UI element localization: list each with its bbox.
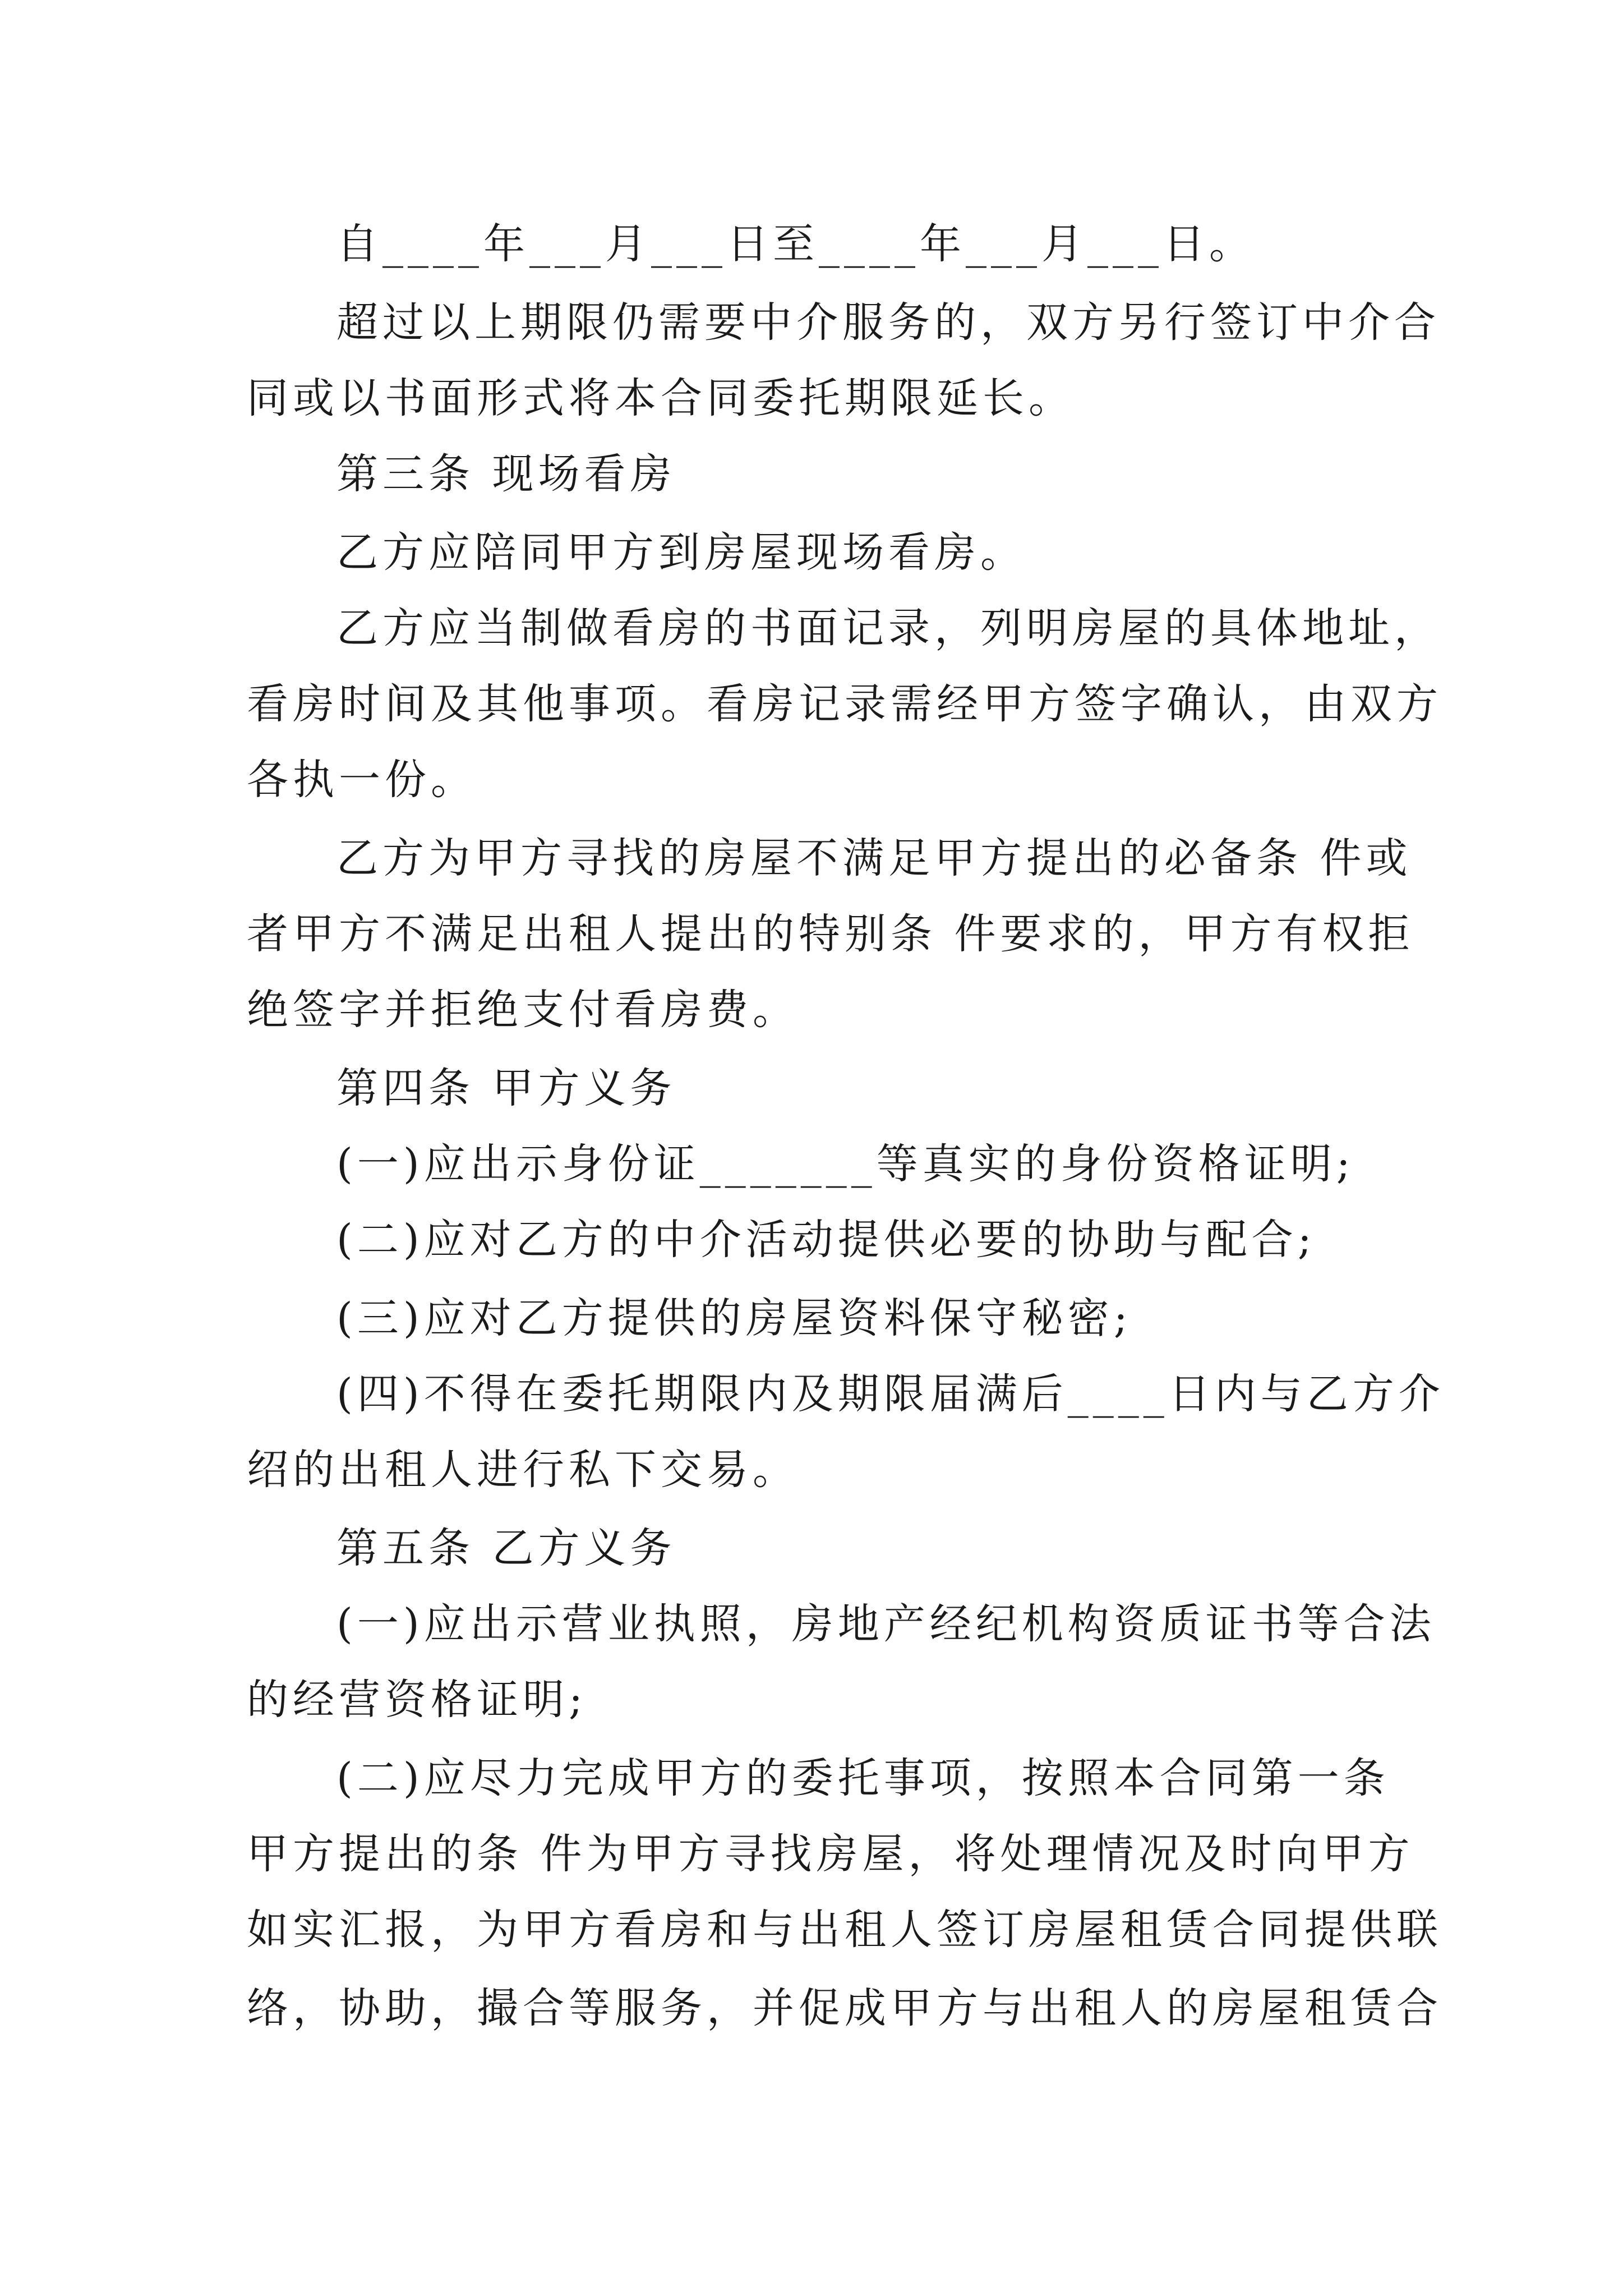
text-line: 的经营资格证明; <box>247 1676 587 1724</box>
text-line: (二)应尽力完成甲方的委托事项，按照本合同第一条 <box>336 1754 1390 1802</box>
text-line: (一)应出示营业执照，房地产经纪机构资质证书等合法 <box>336 1600 1436 1648</box>
section-heading: 第三条 现场看房 <box>336 450 676 498</box>
text-line: 络，协助，撮合等服务，并促成甲方与出租人的房屋租赁合 <box>247 1984 1442 2032</box>
text-line: 乙方应陪同甲方到房屋现场看房。 <box>336 528 1026 577</box>
text-line: 乙方为甲方寻找的房屋不满足甲方提出的必备条 件或 <box>336 834 1412 882</box>
text-line: 超过以上期限仍需要中介服务的，双方另行签订中介合 <box>336 298 1440 347</box>
text-line: 各执一份。 <box>247 756 477 804</box>
text-line: (二)应对乙方的中介活动提供必要的协助与配合; <box>336 1216 1316 1264</box>
text-line: 乙方应当制做看房的书面记录，列明房屋的具体地址， <box>336 604 1440 652</box>
text-line: 自____年___月___日至____年___月___日。 <box>336 220 1255 268</box>
text-line: 者甲方不满足出租人提出的特别条 件要求的，甲方有权拒 <box>247 910 1414 958</box>
text-line: 同或以书面形式将本合同委托期限延长。 <box>247 374 1075 422</box>
text-line: (三)应对乙方提供的房屋资料保守秘密; <box>336 1294 1132 1342</box>
text-line: 如实汇报，为甲方看房和与出租人签订房屋租赁合同提供联 <box>247 1906 1442 1954</box>
section-heading: 第五条 乙方义务 <box>336 1524 676 1572</box>
text-line: (四)不得在委托期限内及期限届满后____日内与乙方介 <box>336 1370 1445 1418</box>
text-line: 甲方提出的条 件为甲方寻找房屋，将处理情况及时向甲方 <box>247 1830 1414 1878</box>
section-heading: 第四条 甲方义务 <box>336 1064 676 1112</box>
text-line: (一)应出示身份证_______等真实的身份资格证明; <box>336 1140 1355 1188</box>
text-line: 看房时间及其他事项。看房记录需经甲方签字确认，由双方 <box>247 680 1442 728</box>
text-line: 绝签字并拒绝支付看房费。 <box>247 986 799 1034</box>
text-line: 绍的出租人进行私下交易。 <box>247 1446 799 1494</box>
